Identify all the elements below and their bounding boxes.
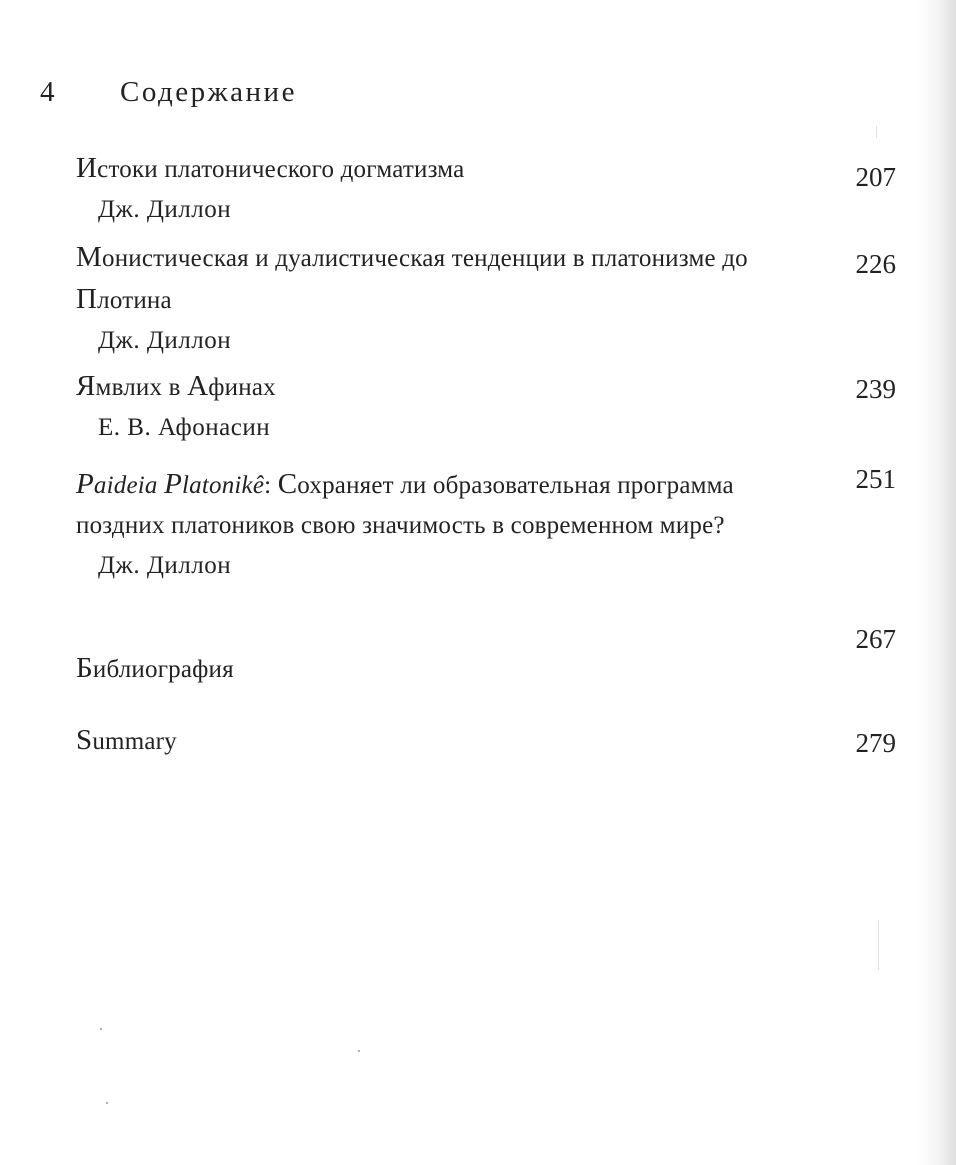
title-rest-2: лотина bbox=[97, 287, 172, 314]
running-head-title: Содержание bbox=[120, 76, 297, 108]
toc-entry-title bbox=[76, 237, 756, 321]
toc-entry-page: 207 bbox=[855, 162, 896, 192]
toc-entry-author: Дж. Диллон bbox=[98, 327, 232, 354]
italic-rest: aideia bbox=[93, 472, 158, 499]
title-initial: И bbox=[76, 152, 98, 184]
title-colon: : bbox=[264, 472, 272, 499]
scan-mark bbox=[878, 920, 879, 970]
toc-entry[interactable] bbox=[76, 464, 896, 586]
toc-entry[interactable] bbox=[76, 624, 896, 690]
title-rest: стоки платонического догматизма bbox=[97, 156, 465, 183]
italic-initial-2: P bbox=[164, 468, 182, 500]
title-rest: онистическая и дуалистическая тенденции в платонизме до bbox=[102, 245, 748, 272]
toc-entry-page: 279 bbox=[855, 728, 896, 758]
title-italic bbox=[76, 468, 265, 500]
toc-entry-title bbox=[76, 648, 756, 690]
toc-entry-author: Дж. Диллон bbox=[98, 552, 232, 579]
toc-entry[interactable] bbox=[76, 366, 896, 448]
title-initial: М bbox=[76, 241, 102, 273]
scan-mark bbox=[876, 126, 877, 138]
title-initial: S bbox=[76, 724, 93, 756]
title-rest: иблиография bbox=[92, 656, 234, 683]
page-folio: 4 bbox=[40, 76, 55, 108]
title-initial-2: П bbox=[76, 283, 98, 315]
toc-entry-title bbox=[76, 464, 756, 546]
toc-entry-author: Е. В. Афонасин bbox=[98, 414, 271, 441]
italic-rest-2: latonikê bbox=[182, 472, 265, 499]
title-rest: охраняет ли образовательная программа поздних платоников свою значимость в современном мире? bbox=[76, 472, 734, 539]
speck bbox=[106, 1102, 108, 1104]
toc-entry-page: 226 bbox=[855, 249, 896, 279]
title-initial: Б bbox=[76, 652, 93, 684]
title-initial-2: А bbox=[187, 370, 209, 402]
toc-entry-author: Дж. Диллон bbox=[98, 196, 232, 223]
title-rest: ummary bbox=[92, 728, 177, 755]
running-head bbox=[40, 76, 297, 109]
toc-entry[interactable] bbox=[76, 148, 896, 230]
toc-entry-title bbox=[76, 148, 756, 190]
toc-entry-page: 251 bbox=[855, 464, 896, 494]
title-initial: С bbox=[277, 468, 298, 500]
title-rest-2: финах bbox=[208, 374, 276, 401]
toc-entry-page: 267 bbox=[855, 624, 896, 654]
title-initial: Я bbox=[76, 370, 96, 402]
toc-entry-page: 239 bbox=[855, 374, 896, 404]
toc-entry[interactable] bbox=[76, 720, 896, 762]
speck bbox=[358, 1050, 360, 1052]
italic-initial: P bbox=[76, 468, 94, 500]
speck bbox=[100, 1028, 102, 1030]
toc-entry-title bbox=[76, 720, 756, 762]
toc-entry-title bbox=[76, 366, 756, 408]
title-rest: мвлих в bbox=[95, 374, 181, 401]
toc-entry[interactable] bbox=[76, 237, 896, 361]
